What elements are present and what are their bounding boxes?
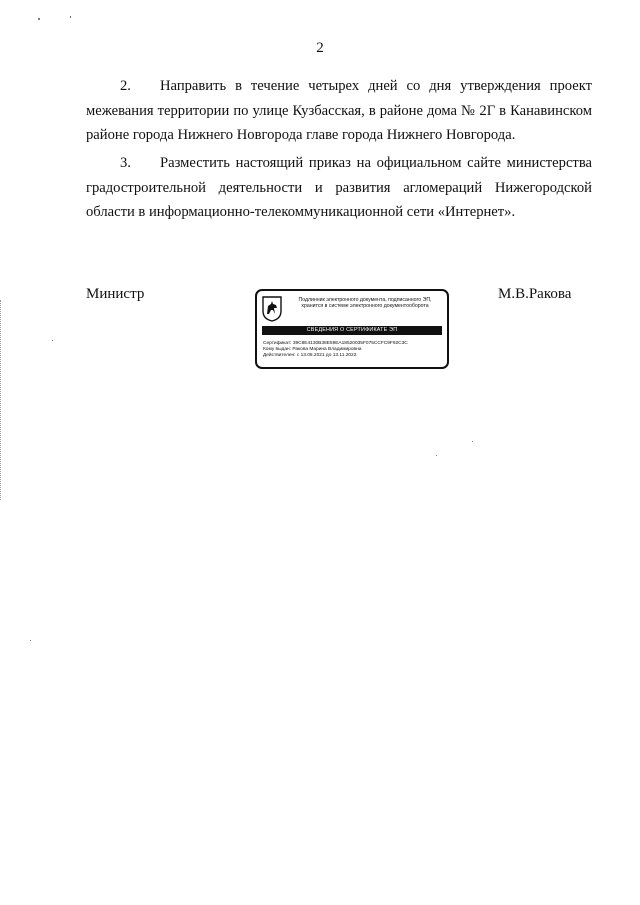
scan-edge-shadow	[0, 300, 3, 500]
paragraph-line: области в информационно-телекоммуникационной сети «Интернет».	[86, 204, 516, 220]
signer-name: М.В.Ракова	[498, 286, 572, 302]
paragraph-line: градостроительной деятельности и развития агломераций Нижегородской	[86, 179, 592, 196]
paragraph-line: Направить в течение четырех дней со дня утверждения проект	[160, 78, 592, 94]
page-number: 2	[316, 40, 324, 56]
paragraph-number: 2.	[120, 78, 131, 94]
certificate-number: Сертификат: 39C8E4130B38E59EA18520035F075CCFC9F92C3C	[263, 341, 408, 346]
paragraph-2	[86, 74, 592, 148]
paragraph-3	[86, 151, 592, 225]
certificate-owner: Кому выдан: Ракова Марина Владимировна	[263, 347, 362, 353]
stamp-header-line: Подлинник электронного документа, подписанного ЭП,	[298, 297, 432, 303]
stamp-certificate-info	[263, 341, 445, 360]
paragraph-number: 3.	[120, 155, 131, 171]
paragraph-line: Разместить настоящий приказ на официальном сайте министерства	[160, 155, 592, 171]
coat-of-arms-icon	[262, 296, 282, 322]
stamp-header	[285, 297, 445, 310]
signer-title: Министр	[86, 286, 145, 302]
electronic-signature-stamp	[255, 289, 449, 369]
paragraph-line: межевания территории по улице Кузбасская, в районе дома № 2Г в Канавинском	[86, 102, 592, 119]
paragraph-line: районе города Нижнего Новгорода главе города Нижнего Новгорода.	[86, 127, 516, 143]
stamp-header-line: хранится в системе электронного документооборота	[301, 303, 429, 310]
stamp-title-bar: СВЕДЕНИЯ О СЕРТИФИКАТЕ ЭП	[262, 326, 442, 335]
certificate-validity: Действителен: с 13.08.2021 до 13.11.2022	[263, 353, 357, 359]
